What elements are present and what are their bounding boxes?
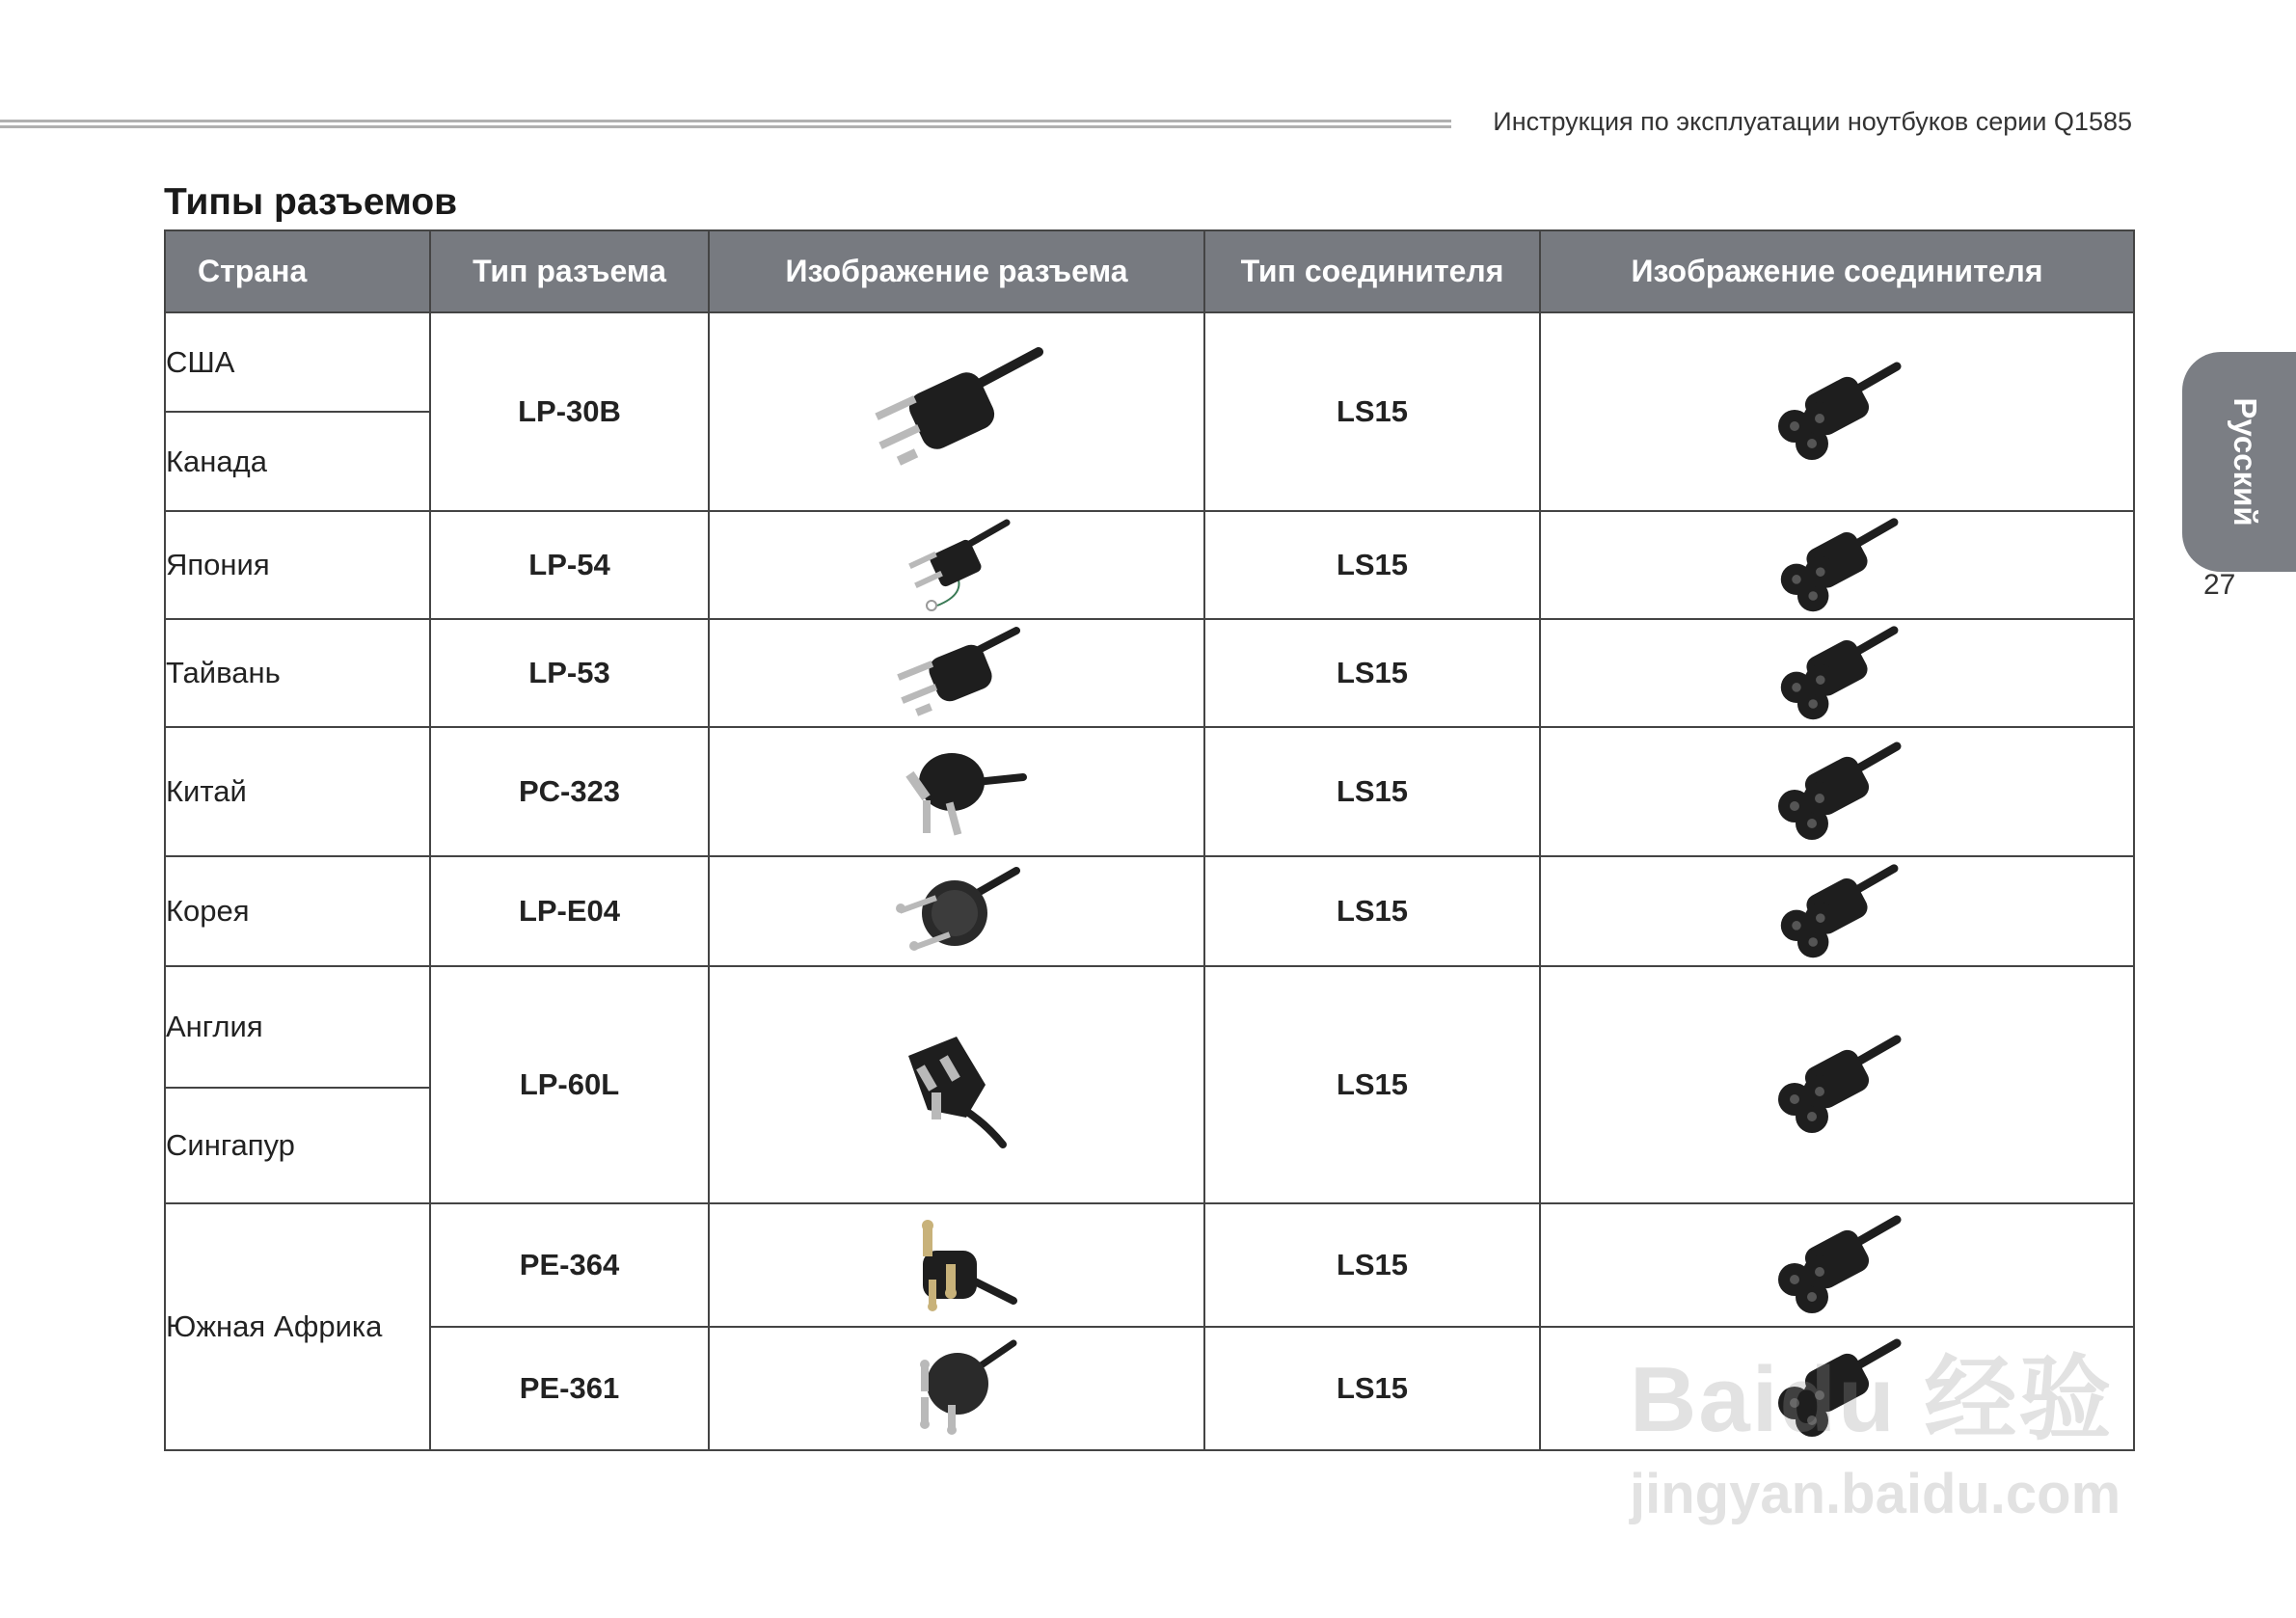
- connector-type-cell: LS15: [1204, 856, 1540, 966]
- us-plug-icon: [865, 344, 1048, 479]
- table-row: [165, 1203, 2134, 1327]
- table-row: [165, 619, 2134, 727]
- connector-type-cell: LS15: [1204, 312, 1540, 511]
- country-cell: Корея: [165, 856, 430, 966]
- language-tab-label: Русский: [2228, 397, 2263, 526]
- column-header-plug-type: Тип разъема: [430, 230, 709, 312]
- plug-image-cell: [709, 619, 1204, 727]
- jp-plug-icon: [899, 517, 1014, 613]
- connector-type-cell: LS15: [1204, 1203, 1540, 1327]
- c5-connector-icon: [1769, 1032, 1904, 1138]
- za-plug-icon: [894, 1212, 1019, 1318]
- plug-image-cell: [709, 1327, 1204, 1450]
- tw-plug-icon: [889, 625, 1024, 721]
- country-cell: Китай: [165, 727, 430, 856]
- connector-type-cell: LS15: [1204, 511, 1540, 619]
- country-cell: Южная Африка: [165, 1203, 430, 1450]
- plug-type-cell: LP-53: [430, 619, 709, 727]
- country-cell: Канада: [165, 412, 430, 511]
- c5-connector-icon: [1769, 359, 1904, 465]
- language-tab[interactable]: [2182, 352, 2296, 572]
- c5-connector-icon: [1769, 861, 1904, 962]
- page-number: 27: [2203, 569, 2236, 601]
- uk-plug-icon: [889, 1017, 1024, 1152]
- document-header-title: Инструкция по эксплуатации ноутбуков серии Q1585: [1493, 107, 2132, 136]
- table-row: [165, 966, 2134, 1088]
- column-header-plug-image: Изображение разъема: [709, 230, 1204, 312]
- connector-image-cell: [1540, 727, 2134, 856]
- plug-image-cell: [709, 966, 1204, 1203]
- c5-connector-icon: [1769, 739, 1904, 845]
- plug-type-cell: LP-E04: [430, 856, 709, 966]
- connector-type-cell: LS15: [1204, 619, 1540, 727]
- plug-image-cell: [709, 511, 1204, 619]
- section-title: Типы разъемов: [164, 181, 458, 223]
- table-row: [165, 727, 2134, 856]
- plug-type-cell: PC-323: [430, 727, 709, 856]
- plug-image-cell: [709, 727, 1204, 856]
- za-plug-icon: [894, 1335, 1019, 1442]
- column-header-connector-type: Тип соединителя: [1204, 230, 1540, 312]
- plug-types-table: [164, 229, 2135, 1451]
- country-cell: Тайвань: [165, 619, 430, 727]
- watermark-url: jingyan.baidu.com: [1630, 1463, 2121, 1525]
- connector-image-cell: [1540, 312, 2134, 511]
- connector-type-cell: LS15: [1204, 727, 1540, 856]
- connector-image-cell: [1540, 511, 2134, 619]
- connector-image-cell: [1540, 856, 2134, 966]
- table-row: [165, 1327, 2134, 1450]
- plug-type-cell: LP-54: [430, 511, 709, 619]
- plug-type-cell: PE-361: [430, 1327, 709, 1450]
- cn-plug-icon: [884, 739, 1029, 845]
- connector-type-cell: LS15: [1204, 966, 1540, 1203]
- c5-connector-icon: [1769, 623, 1904, 724]
- connector-type-cell: LS15: [1204, 1327, 1540, 1450]
- column-header-country: Страна: [165, 230, 430, 312]
- plug-image-cell: [709, 312, 1204, 511]
- table-header-row: [165, 230, 2134, 312]
- table-row: [165, 312, 2134, 412]
- country-cell: Сингапур: [165, 1088, 430, 1203]
- connector-image-cell: [1540, 1327, 2134, 1450]
- country-cell: Япония: [165, 511, 430, 619]
- plug-type-cell: LP-30B: [430, 312, 709, 511]
- watermark-logo: Baidu 经验: [1630, 1348, 2114, 1451]
- connector-image-cell: [1540, 966, 2134, 1203]
- c5-connector-icon: [1769, 515, 1904, 616]
- c5-connector-icon: [1769, 1335, 1904, 1442]
- table-row: [165, 511, 2134, 619]
- plug-image-cell: [709, 856, 1204, 966]
- connector-image-cell: [1540, 1203, 2134, 1327]
- plug-image-cell: [709, 1203, 1204, 1327]
- table-row: [165, 856, 2134, 966]
- plug-type-cell: PE-364: [430, 1203, 709, 1327]
- country-cell: Англия: [165, 966, 430, 1088]
- c5-connector-icon: [1769, 1212, 1904, 1318]
- country-cell: США: [165, 312, 430, 412]
- plug-type-cell: LP-60L: [430, 966, 709, 1203]
- connector-image-cell: [1540, 619, 2134, 727]
- header-rule: [0, 120, 1451, 122]
- header-rule: [0, 125, 1451, 128]
- kr-plug-icon: [889, 863, 1024, 959]
- column-header-connector-image: Изображение соединителя: [1540, 230, 2134, 312]
